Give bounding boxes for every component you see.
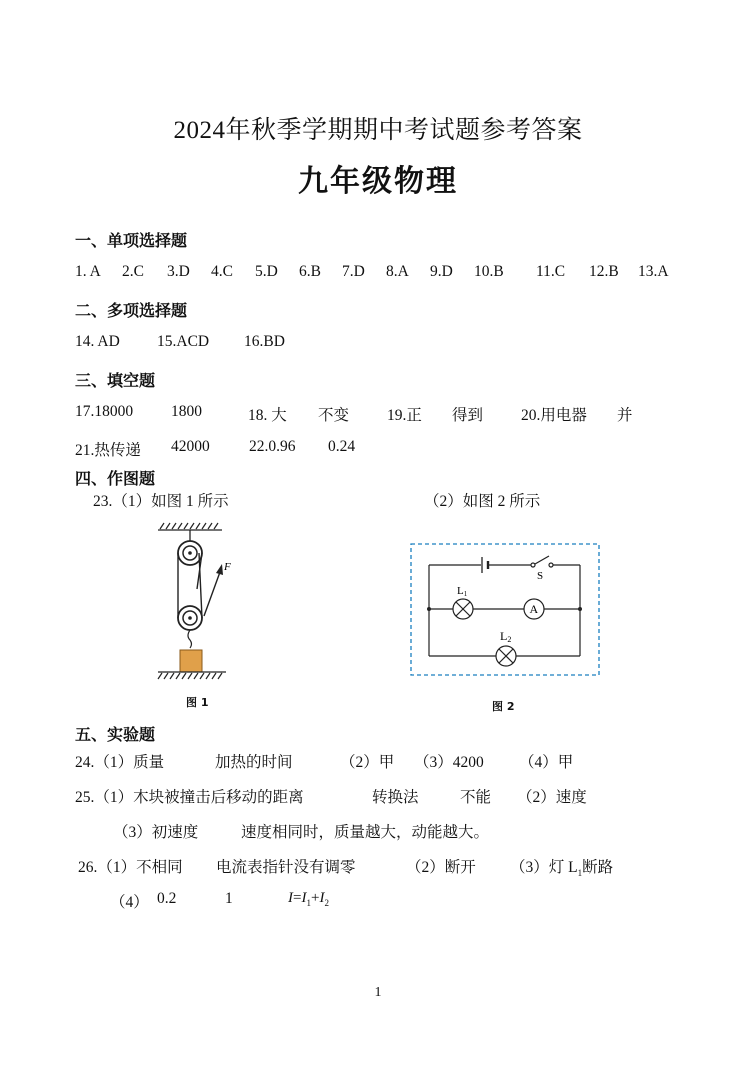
- answer-item: 21.热传递: [75, 442, 141, 459]
- section-heading-multi-choice: 二、多项选择题: [75, 301, 188, 320]
- formula-i1: I: [301, 890, 307, 906]
- formula-i1-subscript: 1: [306, 898, 311, 908]
- lamp-l2-icon: [496, 646, 516, 666]
- lamp-l1-icon: [453, 599, 473, 619]
- page-subtitle: 九年级物理: [298, 164, 458, 199]
- switch-label: S: [537, 570, 544, 582]
- ceiling: [158, 523, 222, 530]
- answer-item: （2）甲: [340, 754, 395, 771]
- page-title: 2024年秋季学期期中考试题参考答案: [173, 117, 583, 144]
- answer-item: 24.（1）质量: [75, 754, 165, 771]
- answer-item: 4.C: [211, 263, 233, 280]
- lamp-l1-subscript: 1: [463, 590, 468, 598]
- answer-item: （3）初速度: [113, 824, 199, 841]
- lamp-l2-subscript: 2: [507, 635, 512, 644]
- figure-2-circuit-diagram: [410, 543, 600, 676]
- lamp-l2-letter: L: [500, 629, 508, 643]
- ground: [158, 672, 226, 679]
- answer-item: 1800: [171, 403, 202, 420]
- answer-item: 2.C: [122, 263, 144, 280]
- answer-item: 加热的时间: [215, 754, 293, 771]
- section-heading-drawing: 四、作图题: [75, 469, 156, 488]
- force-arrow-head: [216, 564, 223, 575]
- formula-i-total: I: [288, 890, 293, 906]
- battery-icon: [482, 557, 488, 573]
- answer-item: 3.D: [167, 263, 190, 280]
- lamp-l1-label: [457, 585, 468, 598]
- answer-item: 9.D: [430, 263, 453, 280]
- answer-item: 7.D: [342, 263, 365, 280]
- ammeter-label: A: [529, 602, 539, 616]
- answer-item: 速度相同时，质量越大，动能越大。: [241, 824, 490, 841]
- answer-item: 10.B: [474, 263, 504, 280]
- load-block: [180, 650, 202, 672]
- answer-item: （2）速度: [517, 789, 587, 806]
- answer-item: 26.（1）不相同: [78, 859, 183, 876]
- switch-icon: [531, 556, 553, 567]
- lamp-l1-letter: L: [457, 585, 464, 597]
- current-formula: [288, 890, 329, 908]
- question-23-part1: 23.（1）如图 1 所示: [93, 493, 229, 510]
- answer-item: （4）甲: [519, 754, 574, 771]
- answer-item: （4）: [110, 894, 149, 911]
- answer-item: （3）4200: [414, 754, 484, 771]
- answer-item: 8.A: [386, 263, 409, 280]
- answer-item: 15.ACD: [157, 333, 210, 350]
- formula-i2: I: [319, 890, 325, 906]
- question-23-part2: （2）如图 2 所示: [424, 493, 541, 510]
- answer-item: 0.2: [157, 890, 177, 907]
- answer-item: 18. 大: [248, 407, 287, 424]
- answer-item: 19.正: [387, 407, 422, 424]
- answer-item: 不变: [318, 407, 350, 424]
- section-heading-single-choice: 一、单项选择题: [75, 231, 188, 250]
- answer-item: 25.（1）木块被撞击后移动的距离: [75, 789, 304, 806]
- lamp-l2-label: [500, 629, 511, 644]
- answer-item: 16.BD: [244, 333, 285, 350]
- answer-item: 电流表指针没有调零: [216, 859, 356, 876]
- answer-item: 22.0.96: [249, 438, 296, 455]
- answer-item: 0.24: [328, 438, 356, 455]
- answer-item-lamp-l1: [510, 855, 613, 878]
- answer-item: 14. AD: [75, 333, 120, 350]
- answer-item: 20.用电器: [521, 407, 587, 424]
- answer-item: 11.C: [536, 263, 566, 280]
- answer-lamp-fault: 断路: [582, 859, 614, 876]
- answer-item: 17.18000: [75, 403, 134, 420]
- formula-plus: +: [310, 890, 320, 906]
- answer-item: 并: [617, 407, 633, 424]
- fixed-pulley: [178, 530, 202, 565]
- ammeter-icon: [524, 599, 544, 619]
- answer-item: 5.D: [255, 263, 278, 280]
- answer-item: 42000: [171, 438, 210, 455]
- answer-item: 6.B: [299, 263, 321, 280]
- force-label-f: F: [224, 561, 231, 573]
- section-heading-experiment: 五、实验题: [75, 725, 156, 744]
- answer-item: 13.A: [638, 263, 669, 280]
- answer-item: 不能: [460, 789, 492, 806]
- answer-item: 12.B: [589, 263, 619, 280]
- movable-pulley: [178, 606, 202, 648]
- figure-1-pulley-diagram: [150, 520, 240, 685]
- answer-item: 得到: [452, 407, 484, 424]
- answer-lamp-text: （3）灯 L: [510, 859, 578, 876]
- answer-item: 转换法: [372, 789, 419, 806]
- answer-item: 1: [225, 890, 233, 907]
- figure-1-caption: 图 1: [186, 696, 209, 709]
- answer-lamp-subscript: 1: [577, 868, 583, 879]
- formula-equals: =: [293, 890, 302, 906]
- page-number: 1: [374, 985, 382, 1000]
- answer-item: 1. A: [75, 263, 101, 280]
- figure-2-caption: 图 2: [492, 700, 515, 713]
- section-heading-fill-blank: 三、填空题: [75, 371, 156, 390]
- answer-item: （2）断开: [406, 859, 476, 876]
- formula-i2-subscript: 2: [324, 898, 329, 908]
